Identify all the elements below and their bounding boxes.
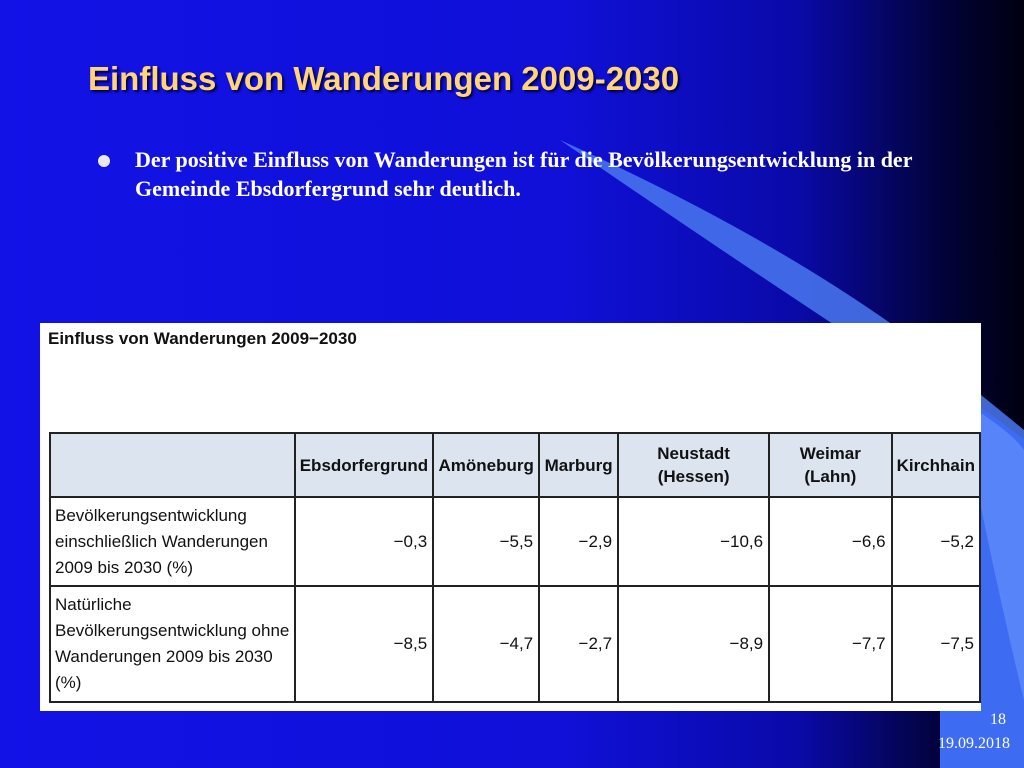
table-cell: −7,5: [892, 586, 980, 702]
table-header-row: [50, 433, 980, 497]
slide-title: Einfluss von Wanderungen 2009-2030: [88, 60, 680, 97]
table-cell: −8,5: [295, 586, 433, 702]
table-cell: −0,3: [295, 497, 433, 586]
table-row: [50, 497, 980, 586]
data-table: [49, 432, 981, 703]
table-cell: −2,9: [539, 497, 618, 586]
column-header: Amöneburg: [433, 433, 539, 497]
column-header: Kirchhain: [892, 433, 980, 497]
column-header: Weimar (Lahn): [769, 433, 891, 497]
table-cell: −4,7: [433, 586, 539, 702]
table-cell: −8,9: [618, 586, 769, 702]
slide-number: 18: [990, 711, 1006, 728]
table-cell: −6,6: [769, 497, 891, 586]
table-cell: −10,6: [618, 497, 769, 586]
column-header: Marburg: [539, 433, 618, 497]
table-cell: −2,7: [539, 586, 618, 702]
column-header: Neustadt (Hessen): [618, 433, 769, 497]
row-label: Bevölkerungsentwicklung einschließlich Wanderungen 2009 bis 2030 (%): [50, 497, 295, 586]
table-row: [50, 586, 980, 702]
header-empty-cell: [50, 433, 295, 497]
table-cell: −5,2: [892, 497, 980, 586]
table-figure: [40, 323, 981, 711]
slide-date: 19.09.2018: [938, 735, 1010, 752]
column-header: Ebsdorfergrund: [295, 433, 433, 497]
bullet-text: Der positive Einfluss von Wanderungen ist für die Bevölkerungsentwicklung in der Gemeinde Ebsdorfergrund sehr deutlich.: [135, 147, 913, 201]
table-cell: −5,5: [433, 497, 539, 586]
row-label: Natürliche Bevölkerungsentwicklung ohne Wanderungen 2009 bis 2030 (%): [50, 586, 295, 702]
figure-title: Einfluss von Wanderungen 2009−2030: [48, 329, 357, 348]
bullet-icon: [98, 155, 110, 167]
table-cell: −7,7: [769, 586, 891, 702]
